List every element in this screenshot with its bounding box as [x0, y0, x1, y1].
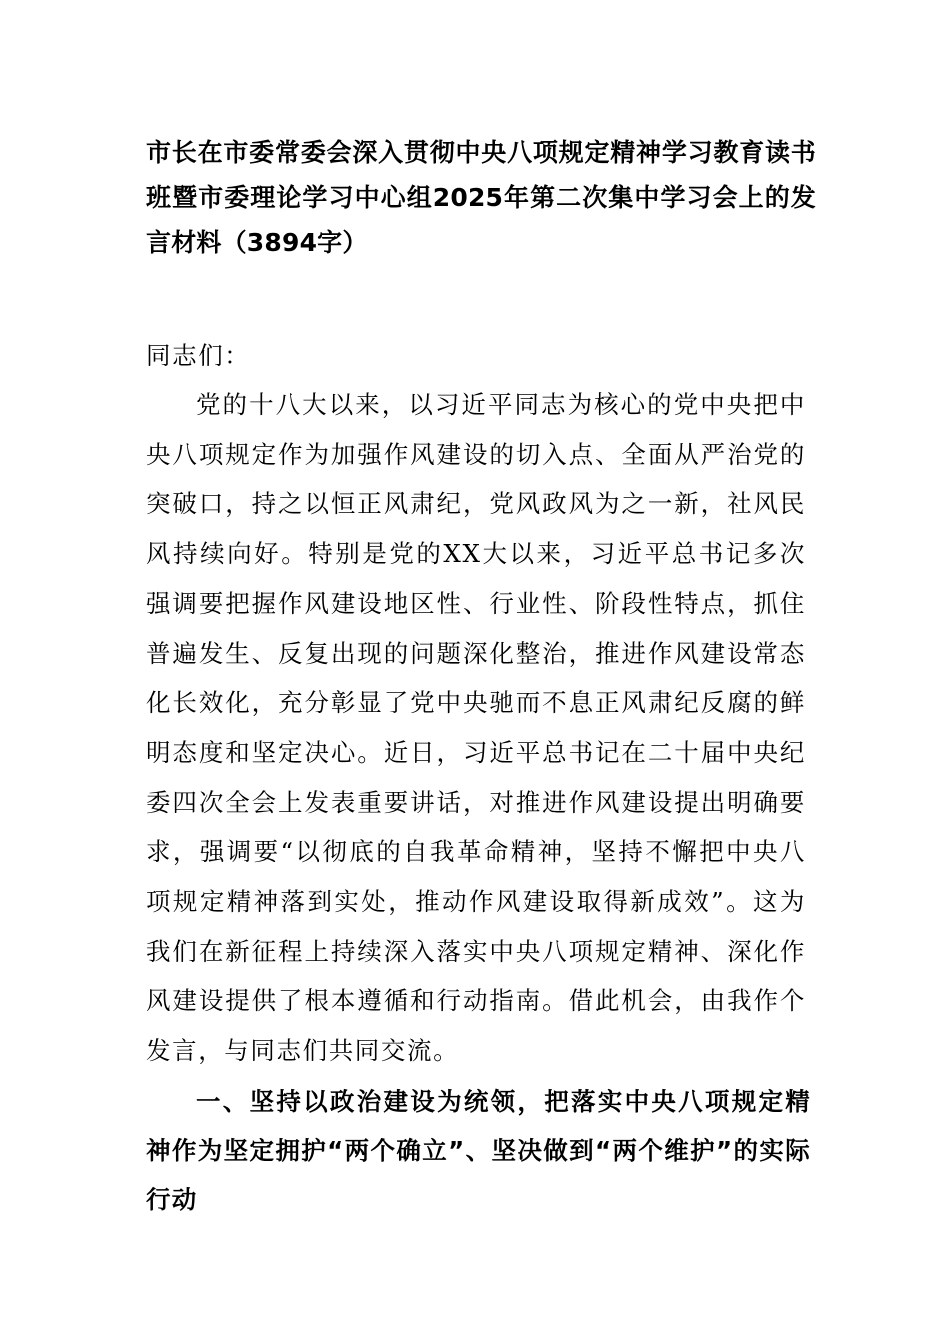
document-title: 市长在市委常委会深入贯彻中央八项规定精神学习教育读书班暨市委理论学习中心组2025年第二次集中学习会上的发言材料（3894字） [146, 138, 816, 257]
section-heading: 一、坚持以政治建设为统领，把落实中央八项规定精神作为坚定拥护“两个确立”、坚决做到“两个维护”的实际行动 [146, 1087, 811, 1214]
salutation: 同志们： [146, 341, 251, 370]
body-paragraph: 党的十八大以来，以习近平同志为核心的党中央把中央八项规定作为加强作风建设的切入点、全面从严治党的突破口，持之以恒正风肃纪，党风政风为之一新，社风民风持续向好。特别是党的XX大以来，习近平总书记多次强调要把握作风建设地区性、行业性、阶段性特点，抓住普遍发生、反复出现的问题深化整治，推进作风建设常态化长效化，充分彰显了党中央驰而不息正风肃纪反腐的鲜明态度和坚定决心。近日，习近平总书记在二十届中央纪委四次全会上发表重要讲话，对推进作风建设提出明确要求，强调要“以彻底的自我革命精神，坚持不懈把中央八项规定精神落到实处，推动作风建设取得新成效”。这为我们在新征程上持续深入落实中央八项规定精神、深化作风建设提供了根本遵循和行动指南。借此机会，由我作个发言，与同志们共同交流。 [146, 390, 806, 1066]
